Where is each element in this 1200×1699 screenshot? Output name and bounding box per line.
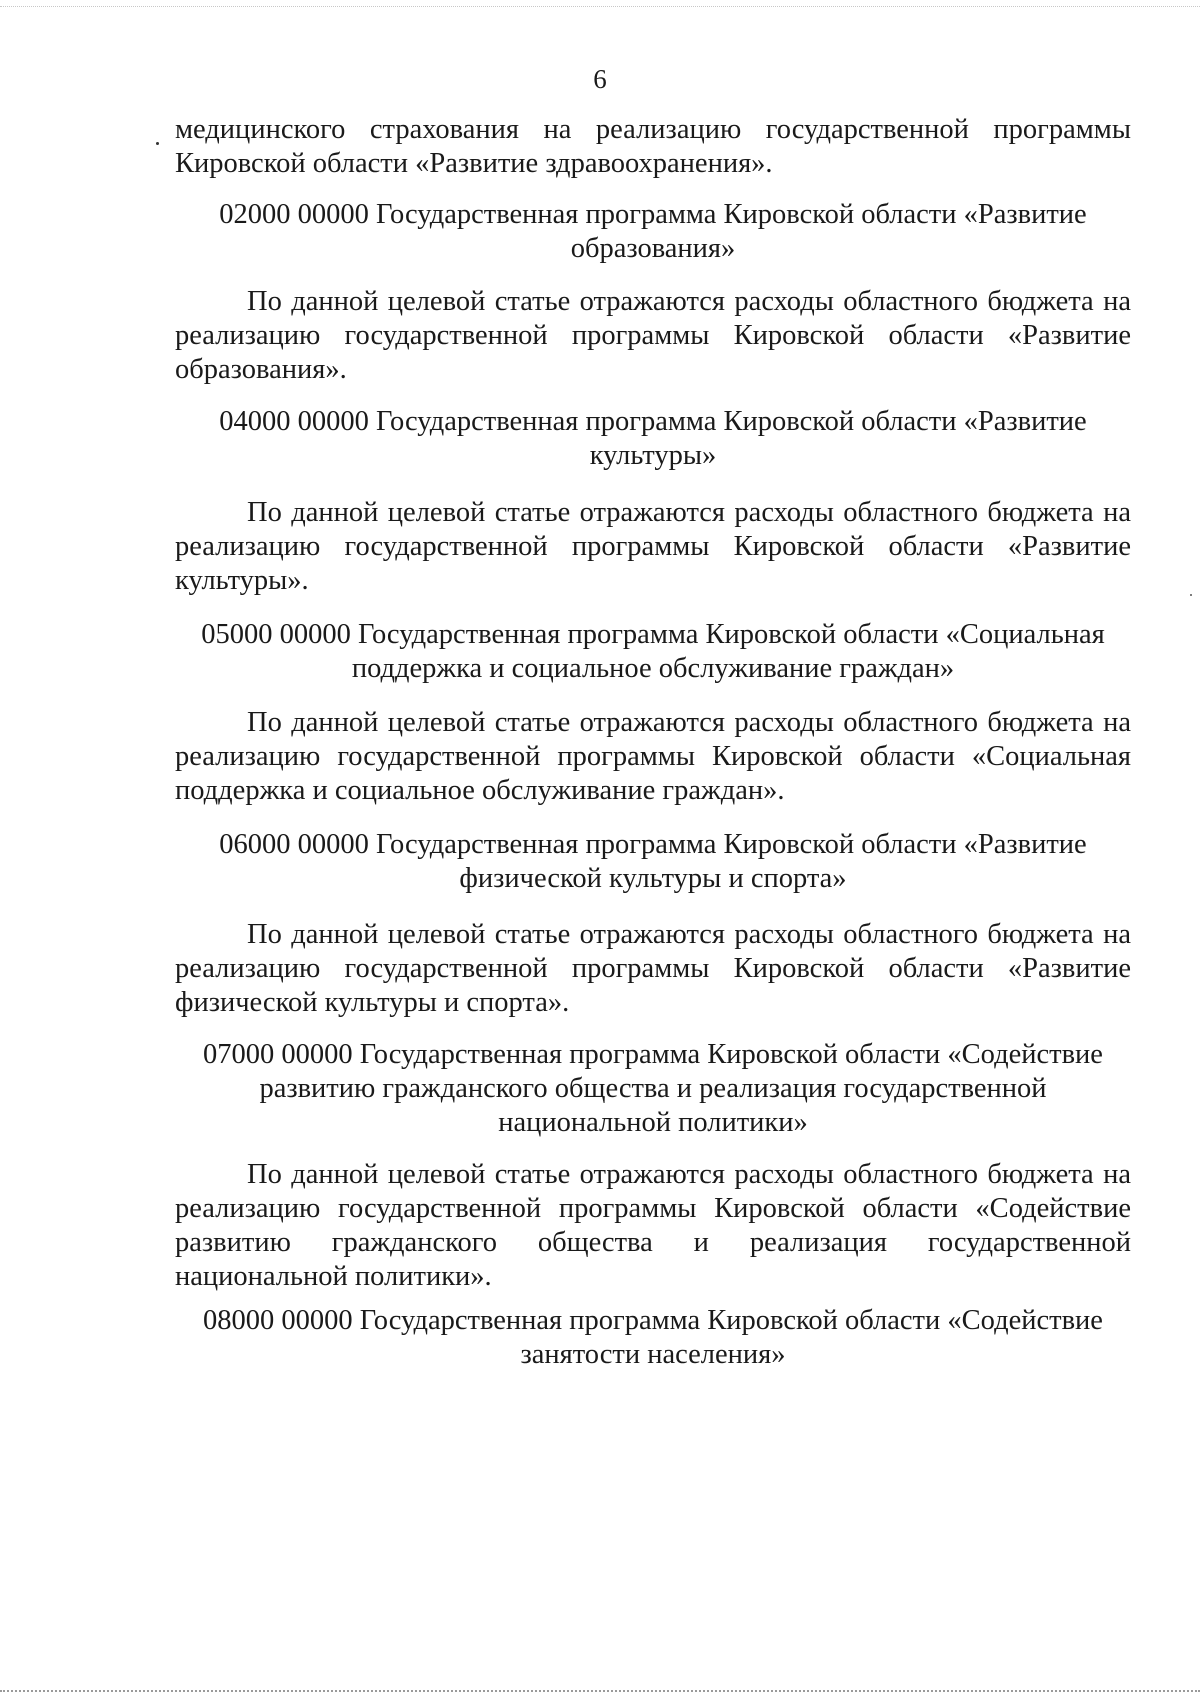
section-heading bbox=[175, 618, 1131, 686]
scan-speck bbox=[1190, 594, 1192, 596]
intro-paragraph bbox=[175, 113, 1131, 181]
scan-edge-bottom bbox=[0, 1690, 1200, 1694]
section-body bbox=[175, 285, 1131, 387]
intro-line-2: Кировской области «Развитие здравоохранения». bbox=[175, 148, 773, 179]
section-body bbox=[175, 918, 1131, 1020]
section-body-text: По данной целевой статье отражаются расходы областного бюджета на реализацию государственной программы Кировской области «Социальная поддержка и социальное обслуживание граждан». bbox=[175, 707, 1131, 806]
section-body bbox=[175, 706, 1131, 808]
section-body-text: По данной целевой статье отражаются расходы областного бюджета на реализацию государственной программы Кировской области «Развитие культуры». bbox=[175, 497, 1131, 596]
heading-line: 02000 00000 Государственная программа Кировской области «Развитие bbox=[219, 199, 1087, 230]
section-body bbox=[175, 496, 1131, 598]
section-body-text: По данной целевой статье отражаются расходы областного бюджета на реализацию государственной программы Кировской области «Развитие образования». bbox=[175, 286, 1131, 385]
heading-line: развитию гражданского общества и реализация государственной bbox=[259, 1073, 1047, 1104]
section-body-text: По данной целевой статье отражаются расходы областного бюджета на реализацию государственной программы Кировской области «Содействие развитию гражданского общества и реализация государственной национальной политики». bbox=[175, 1159, 1131, 1292]
section-body-text: По данной целевой статье отражаются расходы областного бюджета на реализацию государственной программы Кировской области «Развитие физической культуры и спорта». bbox=[175, 919, 1131, 1018]
heading-line: занятости населения» bbox=[520, 1339, 786, 1370]
section-heading bbox=[175, 1038, 1131, 1140]
heading-line: образования» bbox=[570, 233, 736, 264]
heading-line: физической культуры и спорта» bbox=[459, 863, 847, 894]
heading-line: 04000 00000 Государственная программа Кировской области «Развитие bbox=[219, 406, 1087, 437]
scan-speck bbox=[156, 142, 159, 145]
section-heading bbox=[175, 405, 1131, 473]
heading-line: 05000 00000 Государственная программа Кировской области «Социальная bbox=[201, 619, 1105, 650]
section-heading bbox=[175, 198, 1131, 266]
heading-line: культуры» bbox=[589, 440, 717, 471]
heading-line: поддержка и социальное обслуживание граждан» bbox=[351, 653, 955, 684]
heading-line: национальной политики» bbox=[498, 1107, 808, 1138]
heading-line: 06000 00000 Государственная программа Кировской области «Развитие bbox=[219, 829, 1087, 860]
page-number: 6 bbox=[593, 64, 607, 94]
intro-line-1: медицинского страхования на реализацию государственной программы bbox=[175, 114, 1131, 145]
section-heading bbox=[175, 828, 1131, 896]
heading-line: 07000 00000 Государственная программа Кировской области «Содействие bbox=[203, 1039, 1103, 1070]
section-body bbox=[175, 1158, 1131, 1294]
heading-line: 08000 00000 Государственная программа Кировской области «Содействие bbox=[203, 1305, 1103, 1336]
section-heading bbox=[175, 1304, 1131, 1372]
scan-edge-top bbox=[0, 6, 1200, 9]
